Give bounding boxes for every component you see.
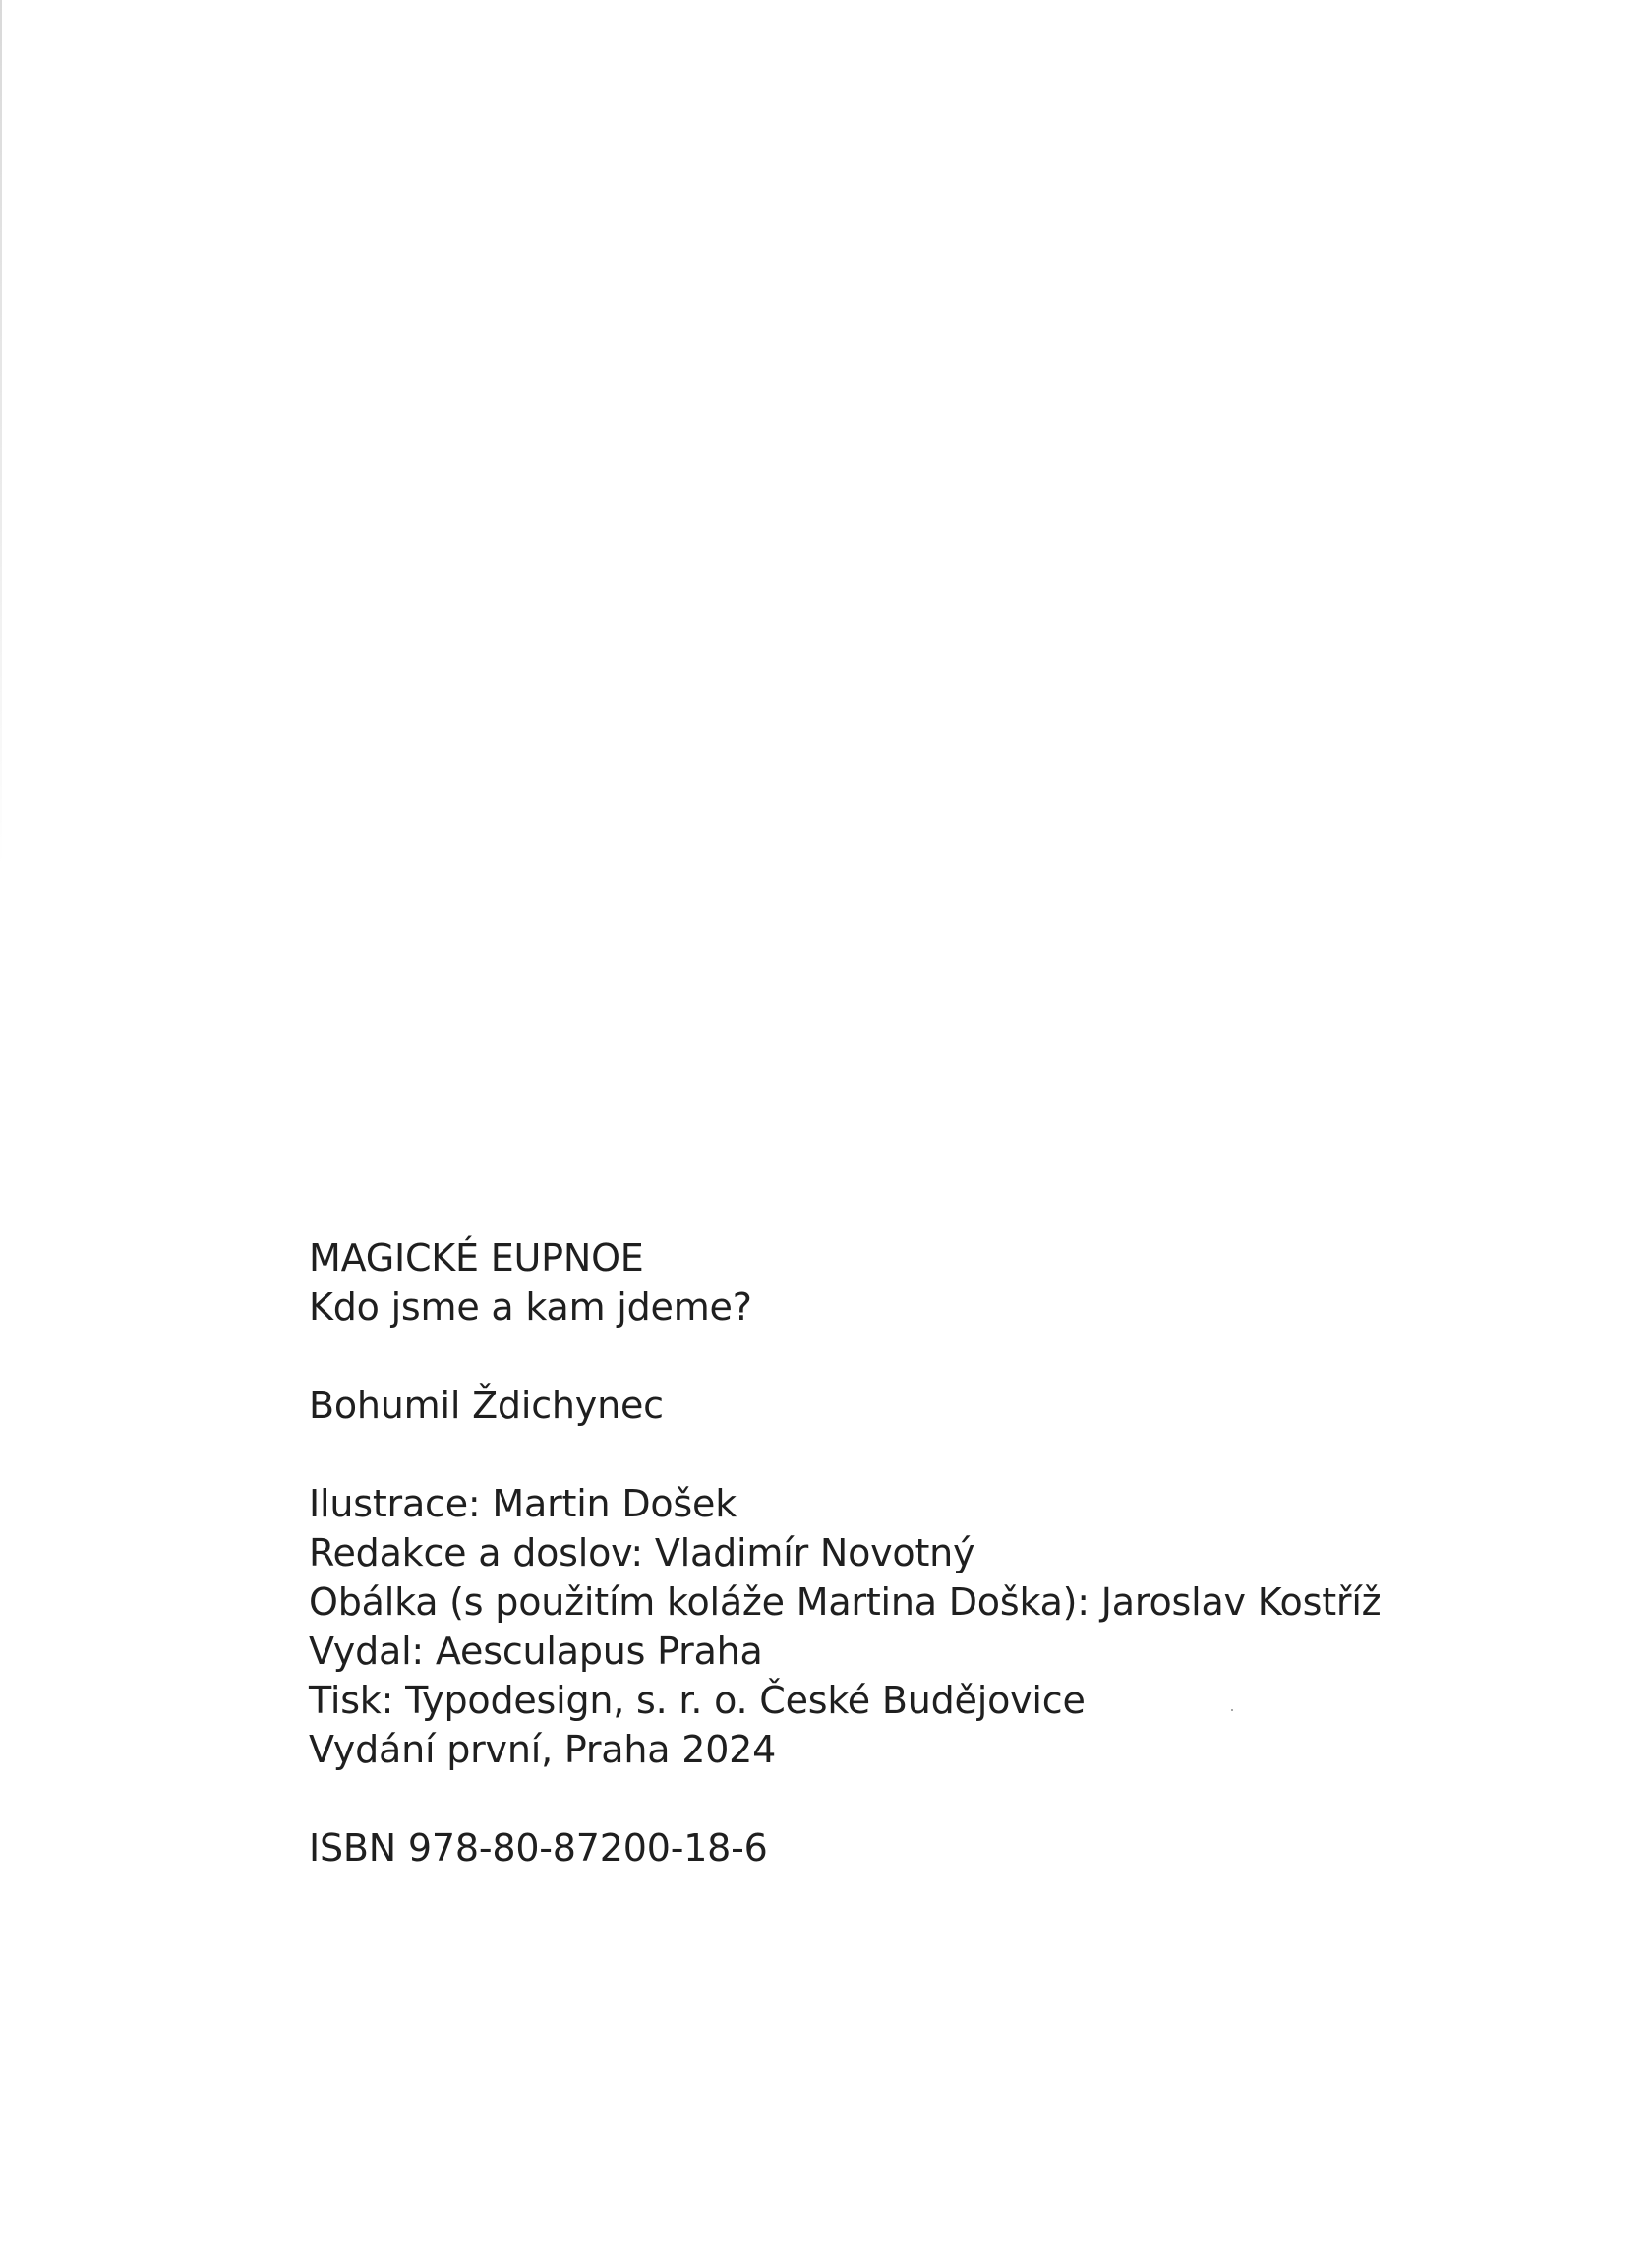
book-author: Bohumil Ždichynec bbox=[309, 1384, 664, 1427]
book-subtitle: Kdo jsme a kam jdeme? bbox=[309, 1285, 752, 1329]
scan-edge-shadow bbox=[0, 0, 2, 865]
credit-publisher: Vydal: Aesculapus Praha bbox=[309, 1630, 763, 1673]
isbn: ISBN 978-80-87200-18-6 bbox=[309, 1826, 768, 1870]
colophon bbox=[309, 1233, 1489, 1872]
credit-edition: Vydání první, Praha 2024 bbox=[309, 1728, 777, 1771]
credit-editor: Redakce a doslov: Vladimír Novotný bbox=[309, 1531, 975, 1574]
credit-cover: Obálka (s použitím koláže Martina Doška): Jaroslav Kostříž bbox=[309, 1580, 1382, 1624]
book-title: MAGICKÉ EUPNOE bbox=[309, 1236, 644, 1279]
credit-illustration: Ilustrace: Martin Došek bbox=[309, 1482, 738, 1525]
paper-speck bbox=[1231, 1709, 1233, 1711]
credit-printer: Tisk: Typodesign, s. r. o. České Budějovice bbox=[309, 1679, 1086, 1722]
